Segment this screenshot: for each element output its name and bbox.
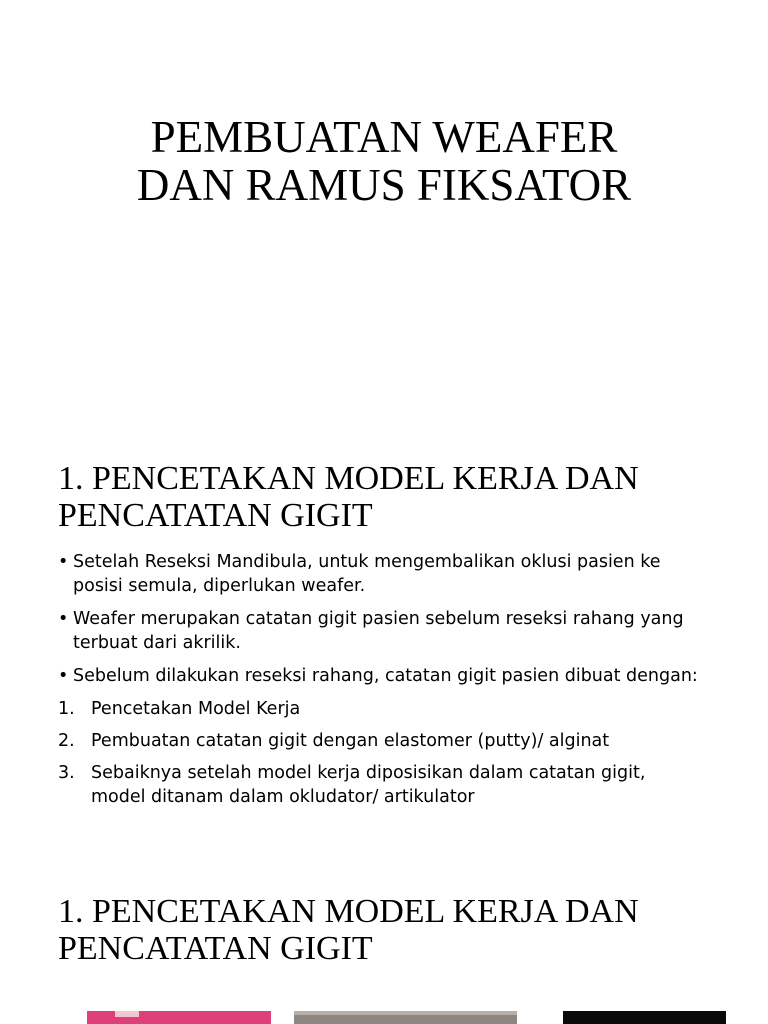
section-heading-repeat xyxy=(58,893,738,967)
bullet-item xyxy=(58,550,738,598)
bullet-marker: • xyxy=(58,552,69,572)
section-heading-line-1: 1. PENCETAKAN MODEL KERJA DAN xyxy=(58,460,639,497)
bullet-marker: • xyxy=(58,666,69,686)
numbered-item xyxy=(58,761,738,809)
section-heading-line-2: PENCATATAN GIGIT xyxy=(58,497,373,534)
photo-black xyxy=(563,1011,726,1024)
numbered-item xyxy=(58,729,738,753)
bullet-item xyxy=(58,664,738,688)
section-heading-line-2: PENCATATAN GIGIT xyxy=(58,930,373,967)
numbered-text-line: Sebaiknya setelah model kerja diposisikan dalam catatan gigit, xyxy=(91,763,646,783)
bullet-text-line: Weafer merupakan catatan gigit pasien sebelum reseksi rahang yang xyxy=(73,609,684,629)
slide-title xyxy=(0,113,768,209)
photo-pink xyxy=(87,1011,271,1024)
section-heading-line-1: 1. PENCETAKAN MODEL KERJA DAN xyxy=(58,893,639,930)
numbered-marker: 1. xyxy=(58,699,75,719)
slide-title-line-1: PEMBUATAN WEAFER xyxy=(150,112,618,162)
bullet-text-line: Setelah Reseksi Mandibula, untuk mengembalikan oklusi pasien ke xyxy=(73,552,661,572)
photo-edge xyxy=(115,1011,139,1017)
section-heading xyxy=(58,460,738,534)
numbered-text-line: Pembuatan catatan gigit dengan elastomer (putty)/ alginat xyxy=(91,731,610,751)
slide-title-line-2: DAN RAMUS FIKSATOR xyxy=(136,160,632,210)
bullet-text-line: Sebelum dilakukan reseksi rahang, catatan gigit pasien dibuat dengan: xyxy=(73,666,698,686)
numbered-marker: 2. xyxy=(58,731,75,751)
bullet-text-line: terbuat dari akrilik. xyxy=(73,633,241,653)
numbered-item xyxy=(58,697,738,721)
bullet-marker: • xyxy=(58,609,69,629)
bullet-text-line: posisi semula, diperlukan weafer. xyxy=(73,576,366,596)
bullet-item xyxy=(58,607,738,655)
photo-gray xyxy=(294,1011,517,1024)
numbered-text-line: model ditanam dalam okludator/ artikulator xyxy=(91,787,475,807)
numbered-text-line: Pencetakan Model Kerja xyxy=(91,699,301,719)
section-body xyxy=(58,550,738,817)
photo-edge xyxy=(294,1011,517,1015)
numbered-marker: 3. xyxy=(58,763,75,783)
